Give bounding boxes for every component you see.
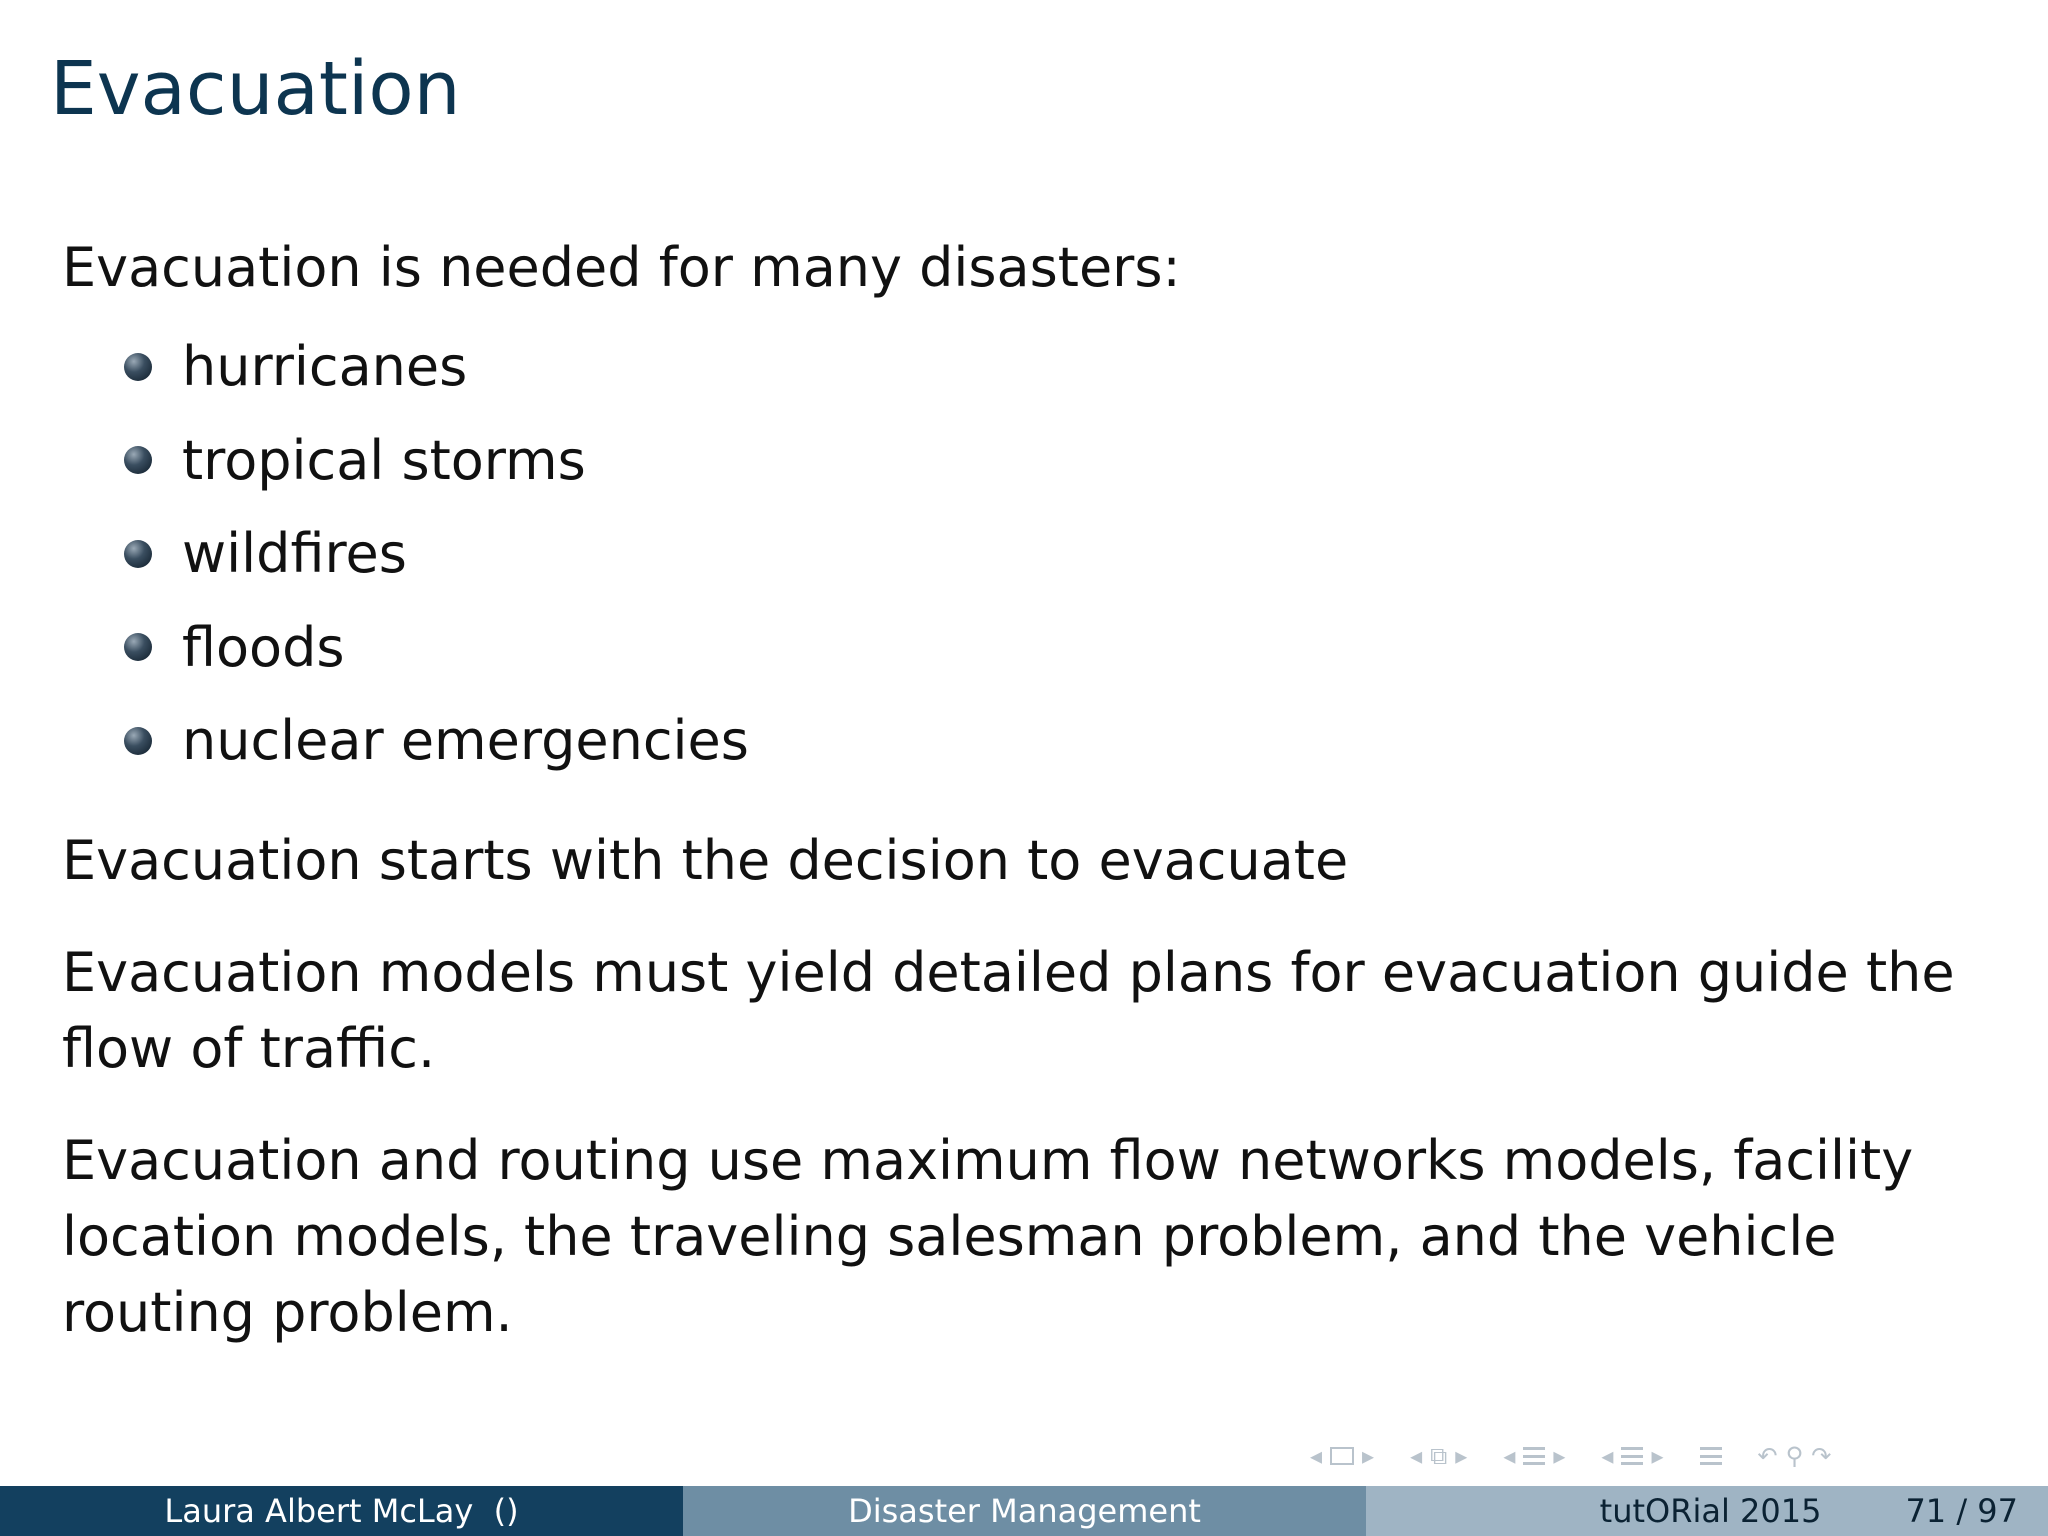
bullet-text: hurricanes	[182, 335, 468, 399]
list-item	[124, 601, 749, 695]
nav-section-icon[interactable]	[1523, 1447, 1545, 1465]
nav-prev-doc-icon[interactable]: ◂	[1601, 1442, 1614, 1470]
footer-title-text: Disaster Management	[848, 1492, 1201, 1530]
nav-toc-icon[interactable]	[1700, 1447, 1722, 1465]
nav-frame-icon[interactable]	[1330, 1447, 1354, 1465]
list-item	[124, 507, 749, 601]
bullet-text: nuclear emergencies	[182, 709, 749, 773]
list-item	[124, 320, 749, 414]
nav-back-icon[interactable]: ↶	[1757, 1442, 1778, 1470]
bullet-icon	[124, 633, 152, 661]
slide-title: Evacuation	[50, 46, 461, 132]
nav-subsection-icon[interactable]: ⧉	[1430, 1442, 1448, 1470]
nav-forward-icon[interactable]: ↷	[1811, 1442, 1832, 1470]
paragraph-decision: Evacuation starts with the decision to evacuate	[62, 829, 1349, 892]
intro-text: Evacuation is needed for many disasters:	[62, 236, 1181, 299]
nav-next-frame-icon[interactable]: ▸	[1362, 1442, 1375, 1470]
bullet-icon	[124, 446, 152, 474]
list-item	[124, 414, 749, 508]
bullet-list	[124, 320, 749, 788]
beamer-navigation	[1310, 1440, 2028, 1472]
bullet-text: tropical storms	[182, 428, 586, 492]
nav-doc-icon[interactable]	[1621, 1447, 1643, 1465]
footer-conference: tutORial 2015	[1599, 1492, 1822, 1530]
paragraph-routing: Evacuation and routing use maximum flow networks models, facility location models, the traveling salesman problem, and the vehicle routing problem.	[62, 1129, 1914, 1344]
footer-page-number: 71 / 97	[1905, 1492, 2018, 1530]
bullet-text: floods	[182, 615, 345, 679]
nav-prev-subsection-icon[interactable]: ◂	[1410, 1442, 1423, 1470]
list-item	[124, 694, 749, 788]
nav-search-icon[interactable]: ⚲	[1785, 1442, 1804, 1470]
bullet-icon	[124, 727, 152, 755]
footer-author	[0, 1486, 683, 1536]
nav-next-doc-icon[interactable]: ▸	[1651, 1442, 1664, 1470]
bullet-icon	[124, 353, 152, 381]
bullet-icon	[124, 540, 152, 568]
nav-next-subsection-icon[interactable]: ▸	[1455, 1442, 1468, 1470]
footer-right	[1366, 1486, 2048, 1536]
footer-bar	[0, 1486, 2048, 1536]
nav-next-section-icon[interactable]: ▸	[1553, 1442, 1566, 1470]
bullet-text: wildfires	[182, 522, 407, 586]
nav-prev-frame-icon[interactable]: ◂	[1310, 1442, 1323, 1470]
paragraph-models: Evacuation models must yield detailed plans for evacuation guide the flow of traffic.	[62, 941, 1955, 1080]
footer-title	[683, 1486, 1366, 1536]
nav-prev-section-icon[interactable]: ◂	[1503, 1442, 1516, 1470]
footer-author-text: Laura Albert McLay ()	[164, 1492, 519, 1530]
